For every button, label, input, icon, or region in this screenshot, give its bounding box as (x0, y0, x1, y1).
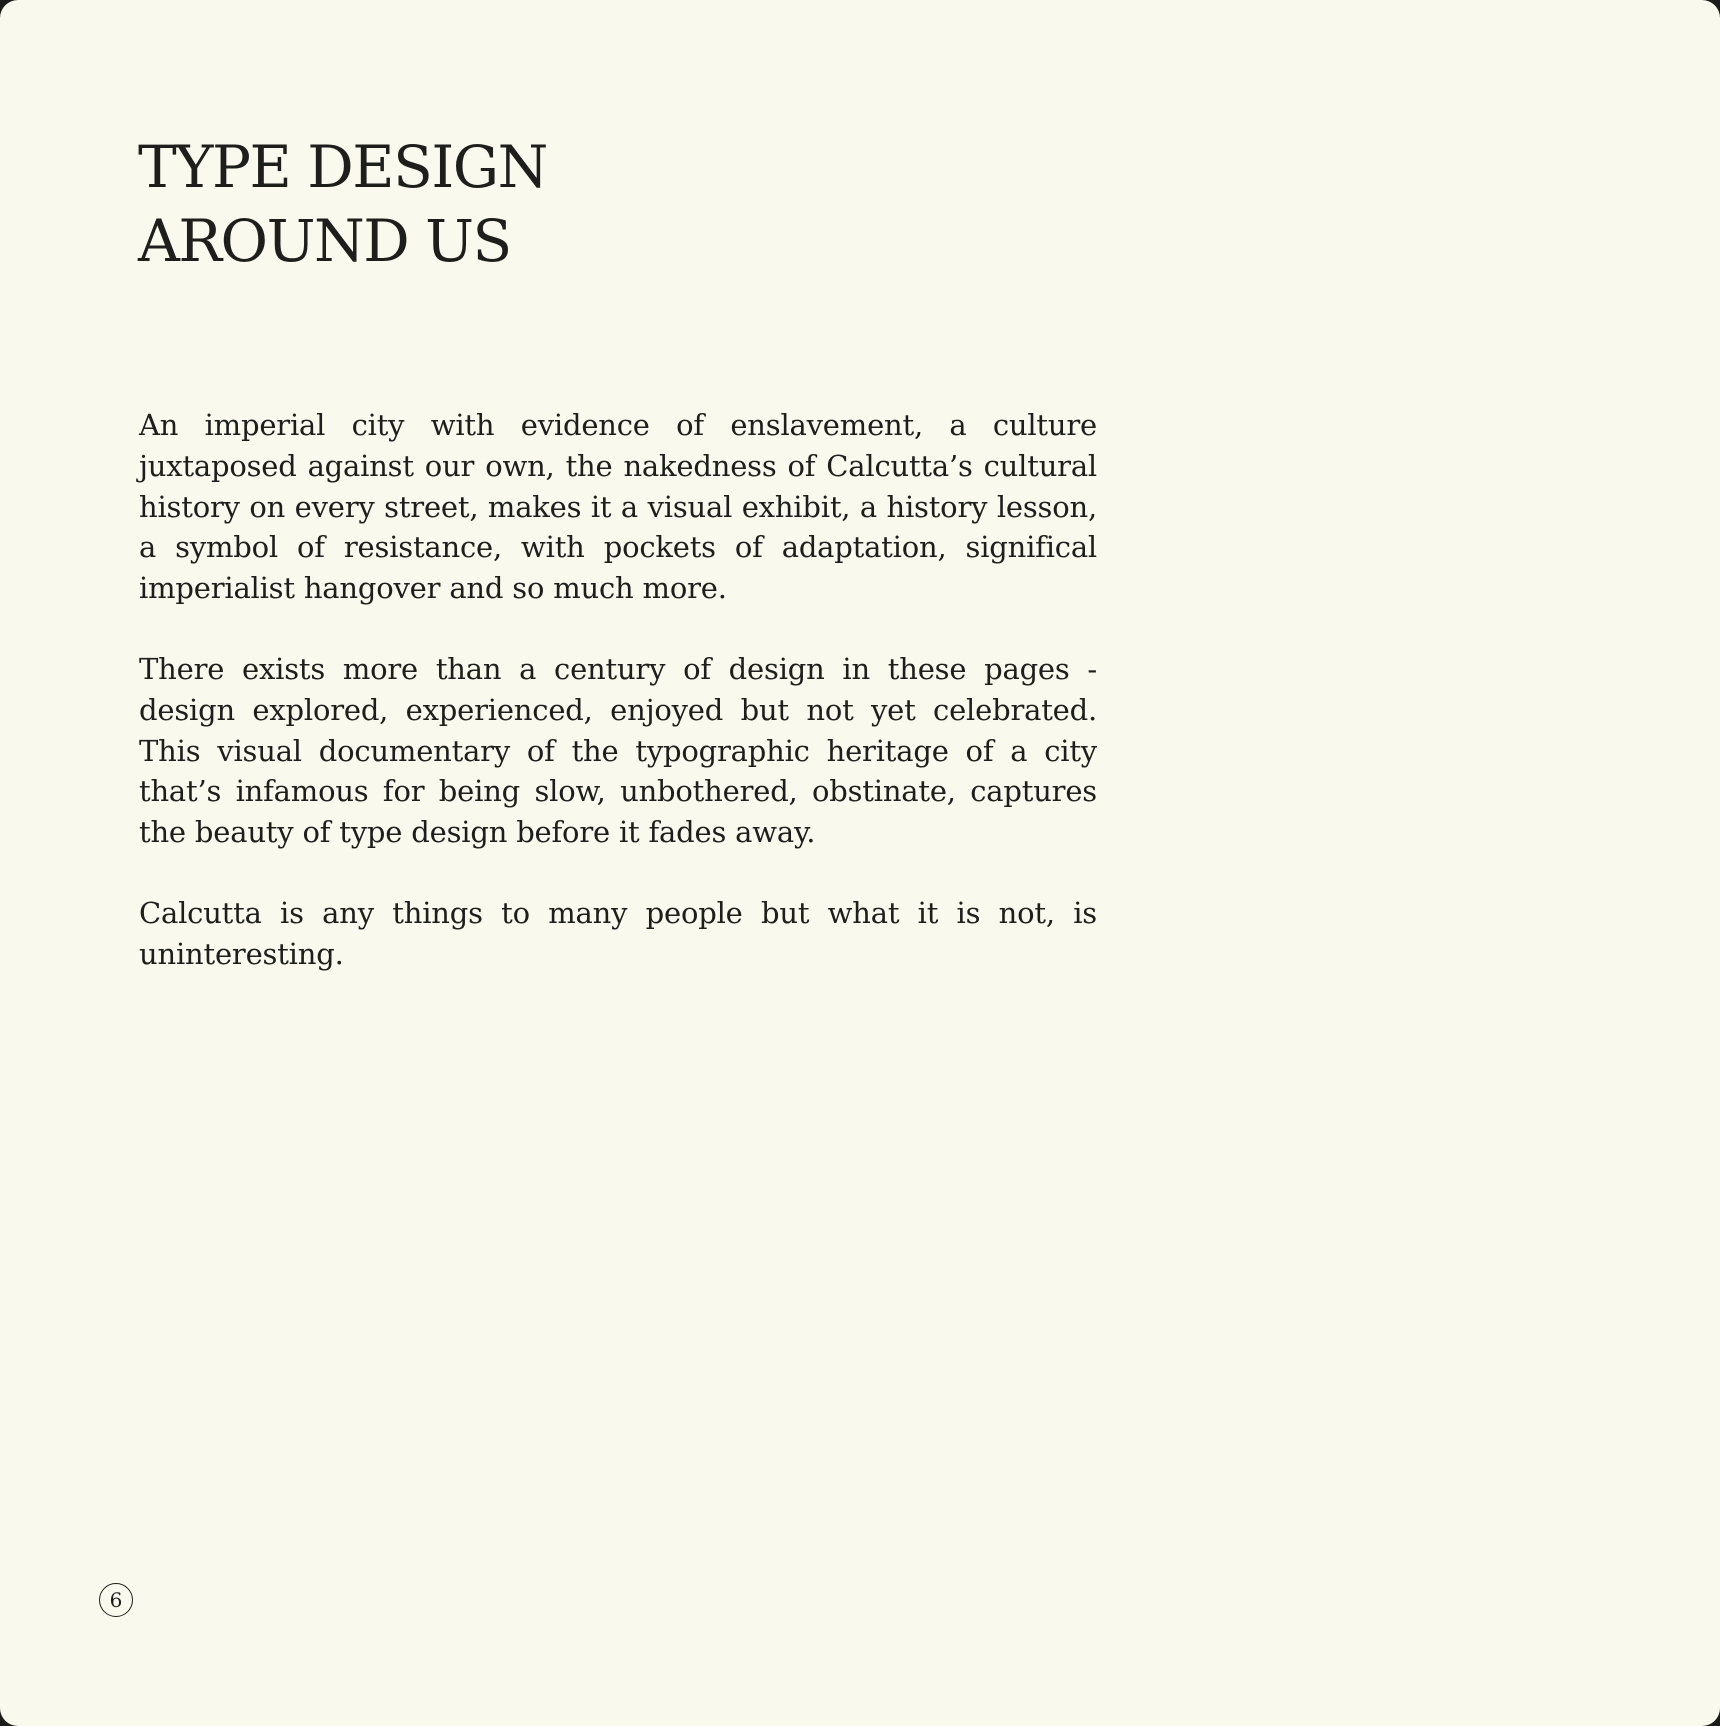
page-number-badge: 6 (99, 1583, 133, 1617)
paragraph-1: An imperial city with evidence of enslavement, a culture juxtaposed against our own, the nakedness of Calcutta’s cultural history on every street, makes it a visual exhibit, a history lesson, a symbol of resistance, with pockets of adaptation, significal imperialist hangover and so much more. (139, 408, 1097, 606)
title-line-2: AROUND US (138, 207, 511, 275)
paragraph-2: There exists more than a century of design in these pages - design explored, experienced, enjoyed but not yet celebrated. This visual documentary of the typographic heritage of a city that’s infamous for being slow, unbothered, obstinate, captures the beauty of type design before it fades away. (139, 651, 1097, 850)
paragraph-3: Calcutta is any things to many people but what it is not, is uninteresting. (139, 895, 1097, 971)
body-text (139, 405, 1097, 1015)
page-title (138, 130, 547, 278)
title-line-1: TYPE DESIGN (138, 133, 547, 201)
